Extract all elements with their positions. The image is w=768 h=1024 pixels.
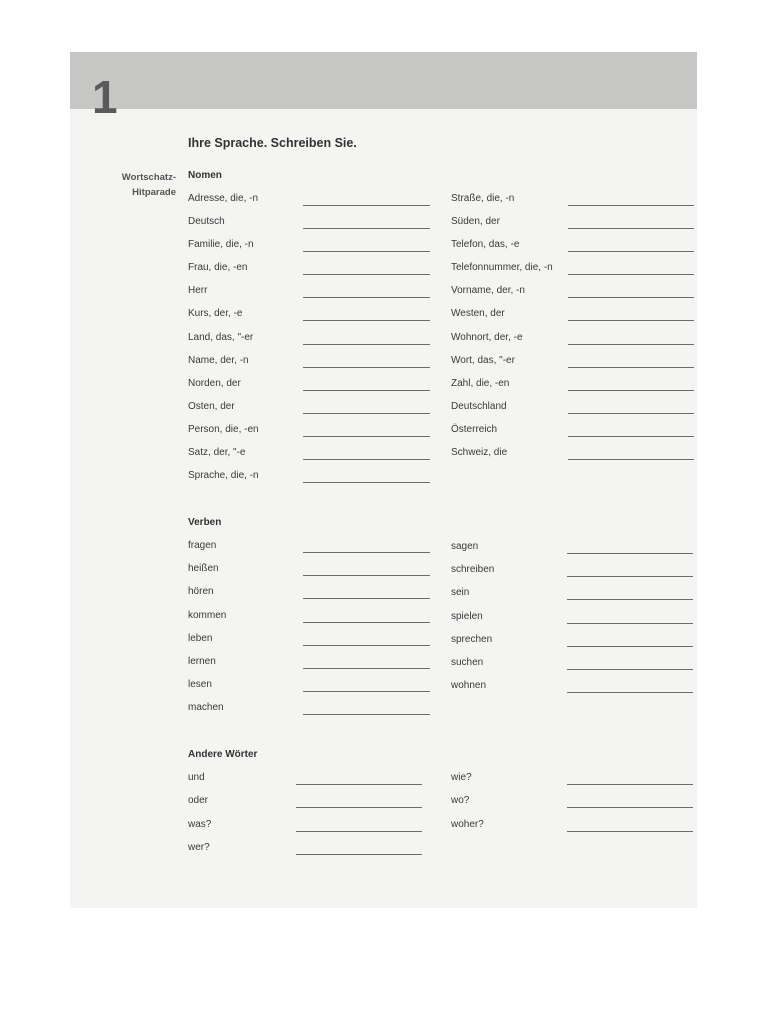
answer-line[interactable]: [303, 714, 430, 715]
nomen-right-row: [451, 351, 696, 374]
vocab-word: wo?: [451, 795, 470, 807]
andere-left-row: [188, 838, 433, 861]
vocab-word: Osten, der: [188, 400, 235, 412]
vocab-word: Name, der, -n: [188, 354, 249, 366]
answer-line[interactable]: [568, 274, 694, 275]
nomen-left-row: [188, 304, 433, 327]
nomen-left-row: [188, 281, 433, 304]
answer-line[interactable]: [303, 668, 430, 669]
vocab-word: Herr: [188, 285, 208, 297]
section-andere-heading: Andere Wörter: [188, 749, 258, 760]
vocab-word: fragen: [188, 540, 217, 551]
vocab-word: leben: [188, 632, 213, 644]
vocab-word: was?: [188, 818, 212, 830]
vocab-word: Telefonnummer, die, -n: [451, 262, 553, 274]
answer-line[interactable]: [296, 784, 422, 785]
nomen-left-row: [188, 328, 433, 351]
answer-line[interactable]: [303, 691, 430, 692]
answer-line[interactable]: [567, 669, 693, 670]
answer-line[interactable]: [303, 274, 430, 275]
andere-left-column: [188, 768, 433, 862]
andere-right-row: [451, 815, 696, 838]
verben-right-row: [451, 537, 696, 560]
answer-line[interactable]: [303, 367, 430, 368]
vocab-word: Westen, der: [451, 308, 505, 320]
answer-line[interactable]: [567, 784, 693, 785]
verben-right-row: [451, 560, 696, 583]
verben-right-row: [451, 583, 696, 606]
answer-line[interactable]: [568, 228, 694, 229]
verben-right-row: [451, 607, 696, 630]
answer-line[interactable]: [296, 807, 422, 808]
nomen-right-row: [451, 397, 696, 420]
nomen-right-row: [451, 189, 696, 212]
answer-line[interactable]: [568, 205, 694, 206]
vocab-word: Satz, der, "-e: [188, 447, 246, 459]
vocab-word: Zahl, die, -en: [451, 377, 510, 389]
nomen-right-row: [451, 374, 696, 397]
vocab-word: Deutschland: [451, 400, 507, 412]
vocab-word: sagen: [451, 541, 479, 552]
vocab-word: Süden, der: [451, 216, 500, 228]
vocab-word: Wohnort, der, -e: [451, 331, 523, 343]
nomen-left-row: [188, 212, 433, 235]
answer-line[interactable]: [567, 623, 693, 624]
answer-line[interactable]: [303, 598, 430, 599]
answer-line[interactable]: [303, 413, 430, 414]
andere-right-row: [451, 791, 696, 814]
answer-line[interactable]: [568, 320, 694, 321]
andere-left-row: [188, 768, 433, 791]
answer-line[interactable]: [303, 575, 430, 576]
answer-line[interactable]: [568, 390, 694, 391]
answer-line[interactable]: [303, 436, 430, 437]
vocab-word: suchen: [451, 656, 484, 668]
nomen-right-row: [451, 235, 696, 258]
vocab-word: heißen: [188, 563, 219, 575]
verben-right-row: [451, 630, 696, 653]
andere-left-row: [188, 791, 433, 814]
section-verben-heading: Verben: [188, 517, 222, 528]
verben-left-row: [188, 698, 433, 721]
vocab-word: Vorname, der, -n: [451, 285, 525, 297]
verben-left-row: [188, 675, 433, 698]
nomen-left-row: [188, 258, 433, 281]
nomen-right-row: [451, 328, 696, 351]
vocab-word: Norden, der: [188, 377, 241, 389]
side-label-line-2: Hitparade: [132, 187, 176, 198]
vocab-word: wer?: [188, 842, 210, 854]
vocab-word: oder: [188, 795, 209, 807]
answer-line[interactable]: [568, 436, 694, 437]
vocab-word: machen: [188, 702, 224, 714]
vocab-word: Sprache, die, -n: [188, 470, 259, 482]
vocab-word: hören: [188, 586, 214, 598]
answer-line[interactable]: [303, 251, 430, 252]
answer-line[interactable]: [303, 390, 430, 391]
side-label-line-1: Wortschatz-: [121, 172, 176, 183]
chapter-number: 1: [92, 71, 118, 123]
nomen-right-row: [451, 443, 696, 466]
vocab-word: Wort, das, "-er: [451, 354, 515, 366]
header-band: [70, 52, 697, 123]
verben-left-row: [188, 606, 433, 629]
answer-line[interactable]: [568, 297, 694, 298]
answer-line[interactable]: [568, 344, 694, 345]
vocab-word: wohnen: [451, 680, 487, 692]
answer-line[interactable]: [567, 576, 693, 577]
answer-line[interactable]: [303, 297, 430, 298]
vocab-word: wie?: [451, 772, 472, 783]
andere-left-row: [188, 815, 433, 838]
nomen-right-row: [451, 281, 696, 304]
vocab-word: lernen: [188, 655, 216, 667]
answer-line[interactable]: [567, 692, 693, 693]
verben-left-row: [188, 536, 433, 559]
nomen-right-row: [451, 258, 696, 281]
answer-line[interactable]: [296, 854, 422, 855]
answer-line[interactable]: [568, 251, 694, 252]
answer-line[interactable]: [303, 482, 430, 483]
answer-line[interactable]: [567, 553, 693, 554]
vocab-word: schreiben: [451, 564, 495, 576]
vocab-word: kommen: [188, 609, 227, 621]
answer-line[interactable]: [567, 831, 693, 832]
vocab-word: Familie, die, -n: [188, 239, 254, 251]
answer-line[interactable]: [567, 646, 693, 647]
verben-left-row: [188, 629, 433, 652]
nomen-right-column: [451, 189, 696, 466]
nomen-left-row: [188, 374, 433, 397]
vocab-word: Schweiz, die: [451, 447, 508, 459]
answer-line[interactable]: [568, 367, 694, 368]
nomen-left-row: [188, 235, 433, 258]
section-nomen-heading: Nomen: [188, 170, 222, 181]
answer-line[interactable]: [568, 459, 694, 460]
nomen-right-row: [451, 212, 696, 235]
answer-line[interactable]: [303, 622, 430, 623]
answer-line[interactable]: [567, 599, 693, 600]
verben-right-column: [451, 537, 696, 699]
side-label: [98, 170, 176, 200]
vocab-word: Person, die, -en: [188, 423, 259, 435]
vocab-word: Kurs, der, -e: [188, 308, 243, 320]
answer-line[interactable]: [303, 552, 430, 553]
vocab-word: und: [188, 772, 205, 783]
vocab-word: spielen: [451, 610, 483, 622]
task-title: Ihre Sprache. Schreiben Sie.: [188, 136, 357, 150]
answer-line[interactable]: [568, 413, 694, 414]
andere-right-row: [451, 768, 696, 791]
vocab-word: sprechen: [451, 633, 493, 645]
vocab-word: Land, das, "-er: [188, 331, 254, 343]
vocab-word: Deutsch: [188, 216, 225, 228]
nomen-left-row: [188, 189, 433, 212]
nomen-left-row: [188, 351, 433, 374]
verben-left-row: [188, 559, 433, 582]
vocab-word: woher?: [451, 818, 484, 830]
vocab-word: sein: [451, 587, 470, 599]
nomen-left-row: [188, 443, 433, 466]
vocab-word: Österreich: [451, 423, 498, 435]
nomen-left-row: [188, 397, 433, 420]
verben-right-row: [451, 653, 696, 676]
vocab-word: lesen: [188, 679, 212, 691]
verben-right-row: [451, 676, 696, 699]
vocab-word: Frau, die, -en: [188, 262, 248, 274]
nomen-left-row: [188, 420, 433, 443]
nomen-right-row: [451, 304, 696, 327]
answer-line[interactable]: [303, 320, 430, 321]
nomen-left-column: [188, 189, 433, 489]
answer-line[interactable]: [567, 807, 693, 808]
answer-line[interactable]: [303, 645, 430, 646]
answer-line[interactable]: [303, 228, 430, 229]
answer-line[interactable]: [303, 344, 430, 345]
answer-line[interactable]: [303, 205, 430, 206]
vocab-word: Telefon, das, -e: [451, 239, 520, 251]
nomen-right-row: [451, 420, 696, 443]
andere-right-column: [451, 768, 696, 838]
workbook-page: [70, 52, 697, 908]
verben-left-row: [188, 652, 433, 675]
vocab-word: Adresse, die, -n: [188, 193, 259, 204]
verben-left-column: [188, 536, 433, 722]
nomen-left-row: [188, 466, 433, 489]
verben-left-row: [188, 582, 433, 605]
answer-line[interactable]: [303, 459, 430, 460]
answer-line[interactable]: [296, 831, 422, 832]
vocab-word: Straße, die, -n: [451, 193, 515, 204]
